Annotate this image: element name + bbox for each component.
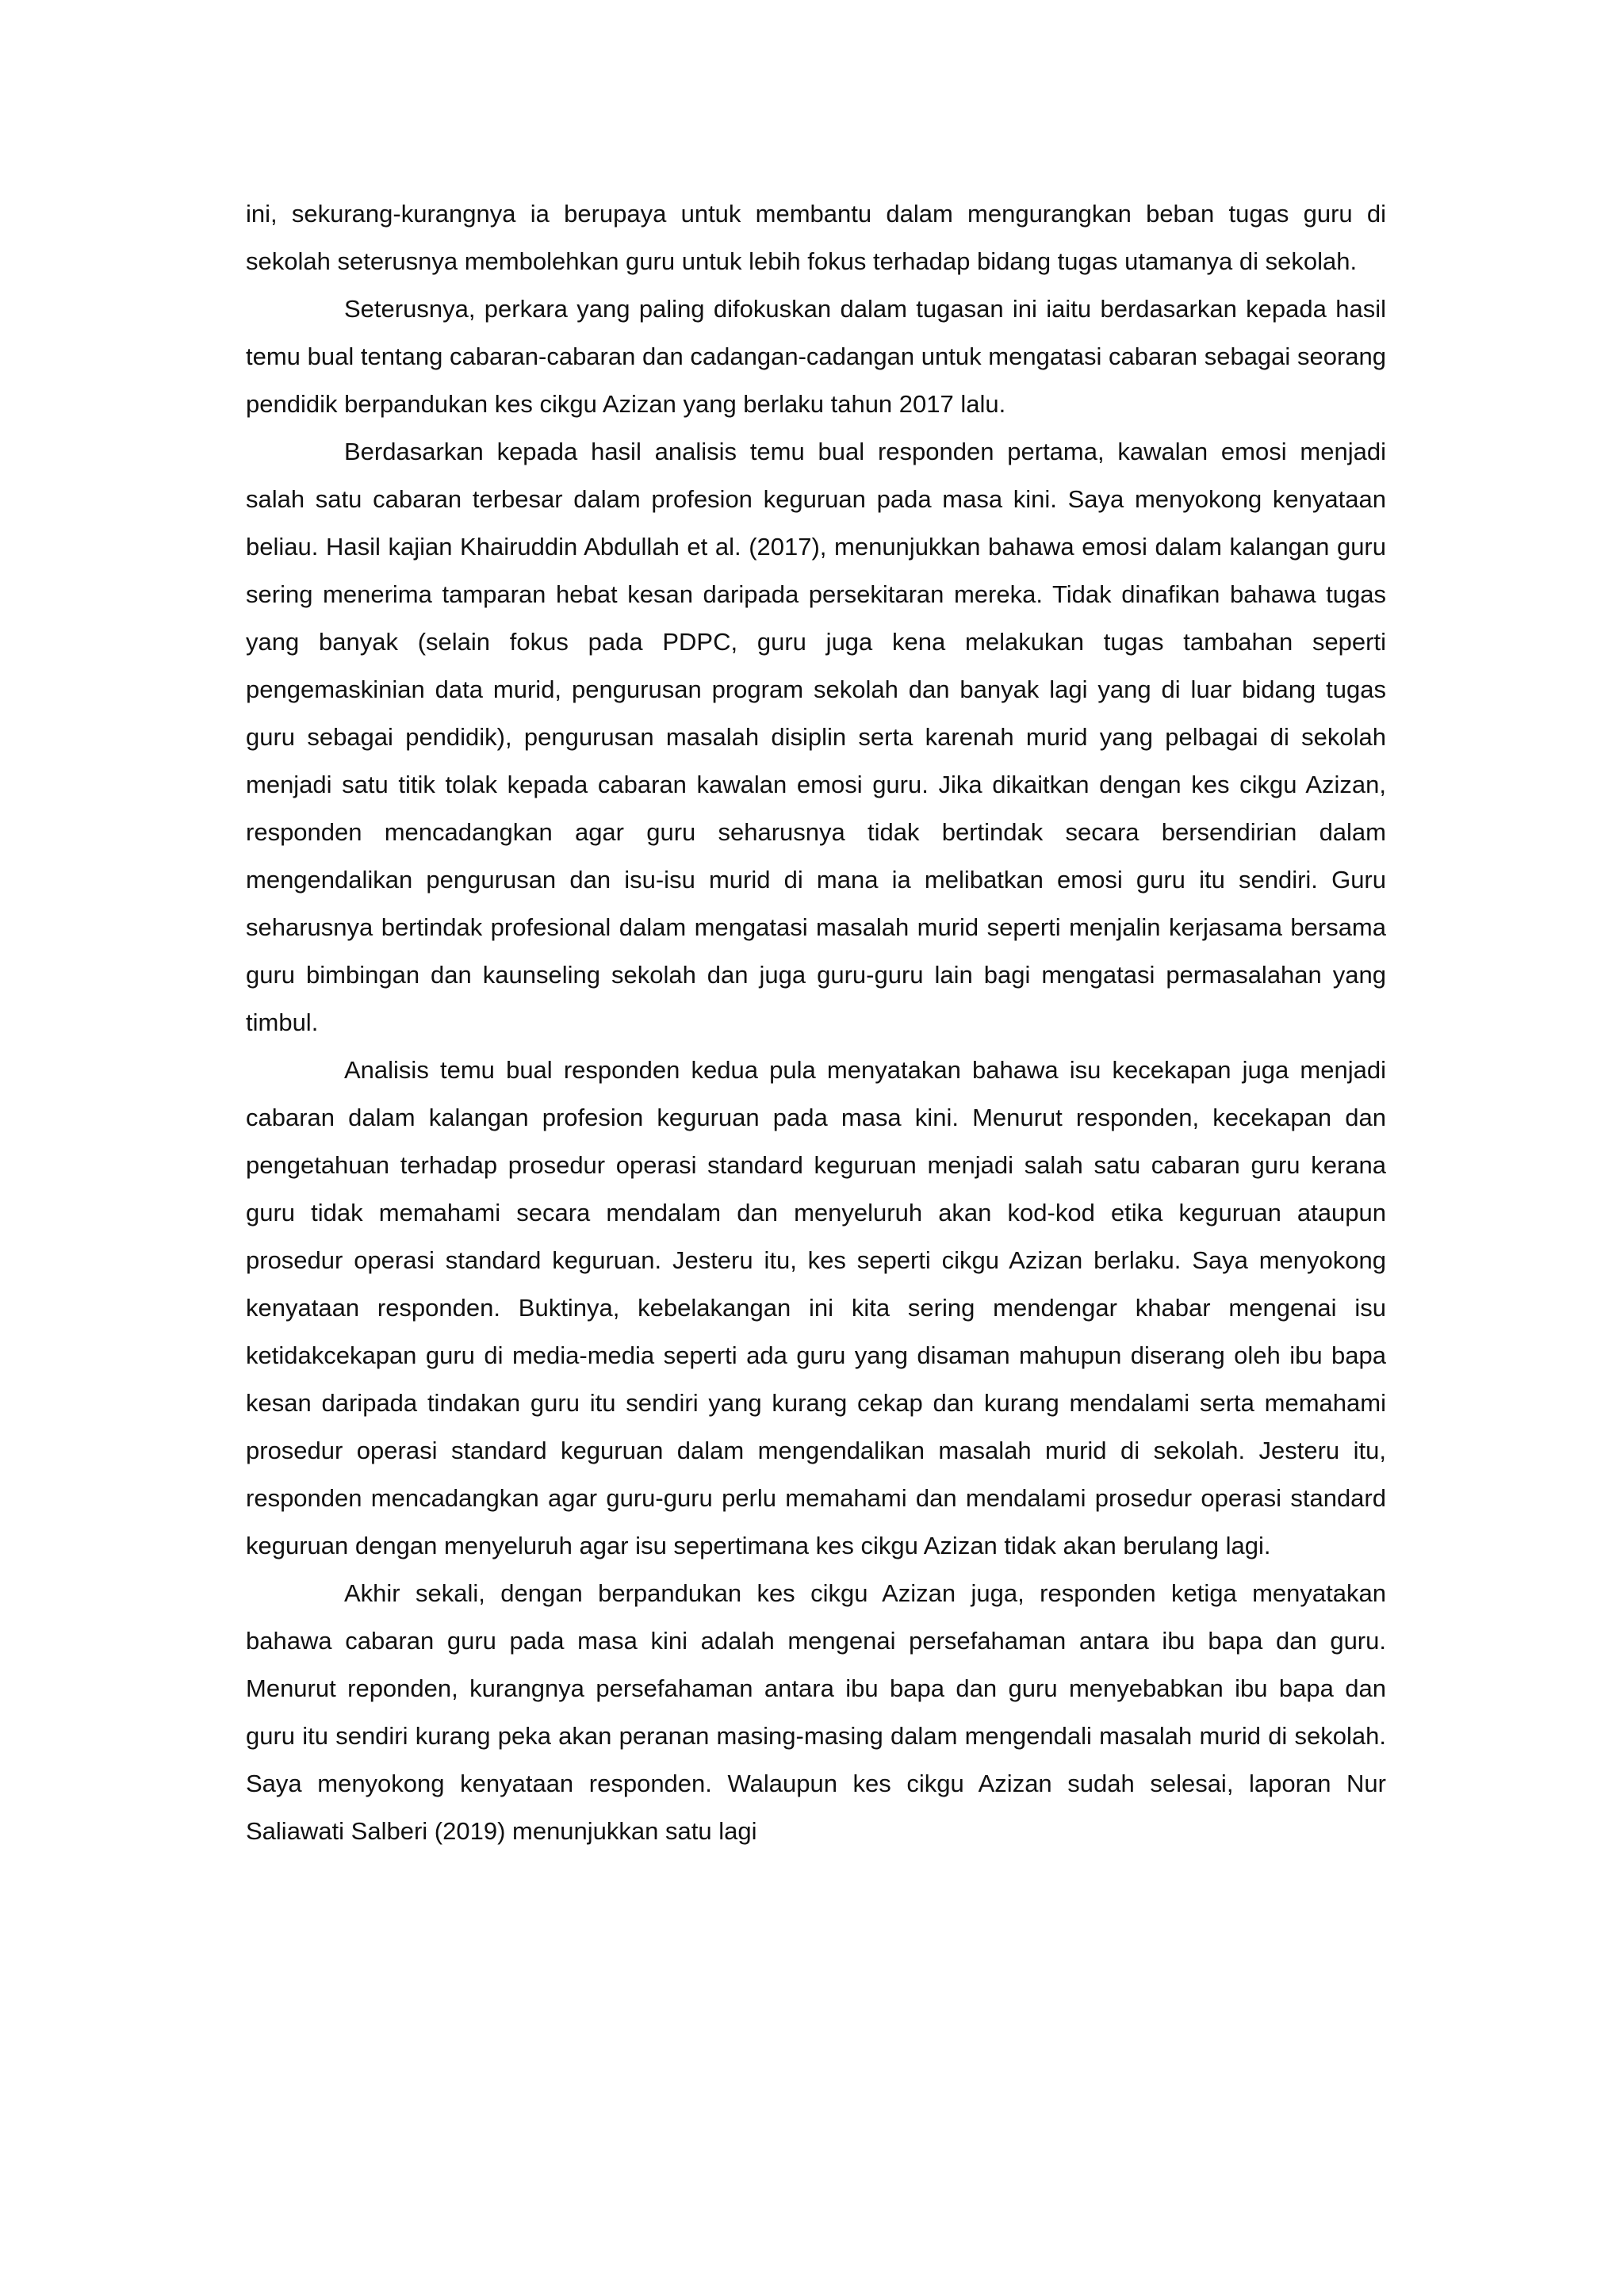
- paragraph-4: Analisis temu bual responden kedua pula menyatakan bahawa isu kecekapan juga menjadi cabaran dalam kalangan profesion keguruan pada masa kini. Menurut responden, kecekapan dan pengetahuan terhadap prosedur operasi standard keguruan menjadi salah satu cabaran guru kerana guru tidak memahami secara mendalam dan menyeluruh akan kod-kod etika keguruan ataupun prosedur operasi standard keguruan. Jesteru itu, kes seperti cikgu Azizan berlaku. Saya menyokong kenyataan responden. Buktinya, kebelakangan ini kita sering mendengar khabar mengenai isu ketidakcekapan guru di media-media seperti ada guru yang disaman mahupun diserang oleh ibu bapa kesan daripada tindakan guru itu sendiri yang kurang cekap dan kurang mendalami serta memahami prosedur operasi standard keguruan dalam mengendalikan masalah murid di sekolah. Jesteru itu, responden mencadangkan agar guru-guru perlu memahami dan mendalami prosedur operasi standard keguruan dengan menyeluruh agar isu sepertimana kes cikgu Azizan tidak akan berulang lagi.: [246, 1056, 1386, 1559]
- document-body: [246, 190, 1386, 1855]
- paragraph-3: Berdasarkan kepada hasil analisis temu bual responden pertama, kawalan emosi menjadi salah satu cabaran terbesar dalam profesion keguruan pada masa kini. Saya menyokong kenyataan beliau. Hasil kajian Khairuddin Abdullah et al. (2017), menunjukkan bahawa emosi dalam kalangan guru sering menerima tamparan hebat kesan daripada persekitaran mereka. Tidak dinafikan bahawa tugas yang banyak (selain fokus pada PDPC, guru juga kena melakukan tugas tambahan seperti pengemaskinian data murid, pengurusan program sekolah dan banyak lagi yang di luar bidang tugas guru sebagai pendidik), pengurusan masalah disiplin serta karenah murid yang pelbagai di sekolah menjadi satu titik tolak kepada cabaran kawalan emosi guru. Jika dikaitkan dengan kes cikgu Azizan, responden mencadangkan agar guru seharusnya tidak bertindak secara bersendirian dalam mengendalikan pengurusan dan isu-isu murid di mana ia melibatkan emosi guru itu sendiri. Guru seharusnya bertindak profesional dalam mengatasi masalah murid seperti menjalin kerjasama bersama guru bimbingan dan kaunseling sekolah dan juga guru-guru lain bagi mengatasi permasalahan yang timbul.: [246, 438, 1386, 1036]
- paragraph-5: Akhir sekali, dengan berpandukan kes cikgu Azizan juga, responden ketiga menyatakan bahawa cabaran guru pada masa kini adalah mengenai persefahaman antara ibu bapa dan guru. Menurut reponden, kurangnya persefahaman antara ibu bapa dan guru menyebabkan ibu bapa dan guru itu sendiri kurang peka akan peranan masing-masing dalam mengendali masalah murid di sekolah. Saya menyokong kenyataan responden. Walaupun kes cikgu Azizan sudah selesai, laporan Nur Saliawati Salberi (2019) menunjukkan satu lagi: [246, 1579, 1386, 1845]
- paragraph-1: ini, sekurang-kurangnya ia berupaya untuk membantu dalam mengurangkan beban tugas guru di sekolah seterusnya membolehkan guru untuk lebih fokus terhadap bidang tugas utamanya di sekolah.: [246, 200, 1386, 275]
- paragraph-2: Seterusnya, perkara yang paling difokuskan dalam tugasan ini iaitu berdasarkan kepada hasil temu bual tentang cabaran-cabaran dan cadangan-cadangan untuk mengatasi cabaran sebagai seorang pendidik berpandukan kes cikgu Azizan yang berlaku tahun 2017 lalu.: [246, 295, 1386, 418]
